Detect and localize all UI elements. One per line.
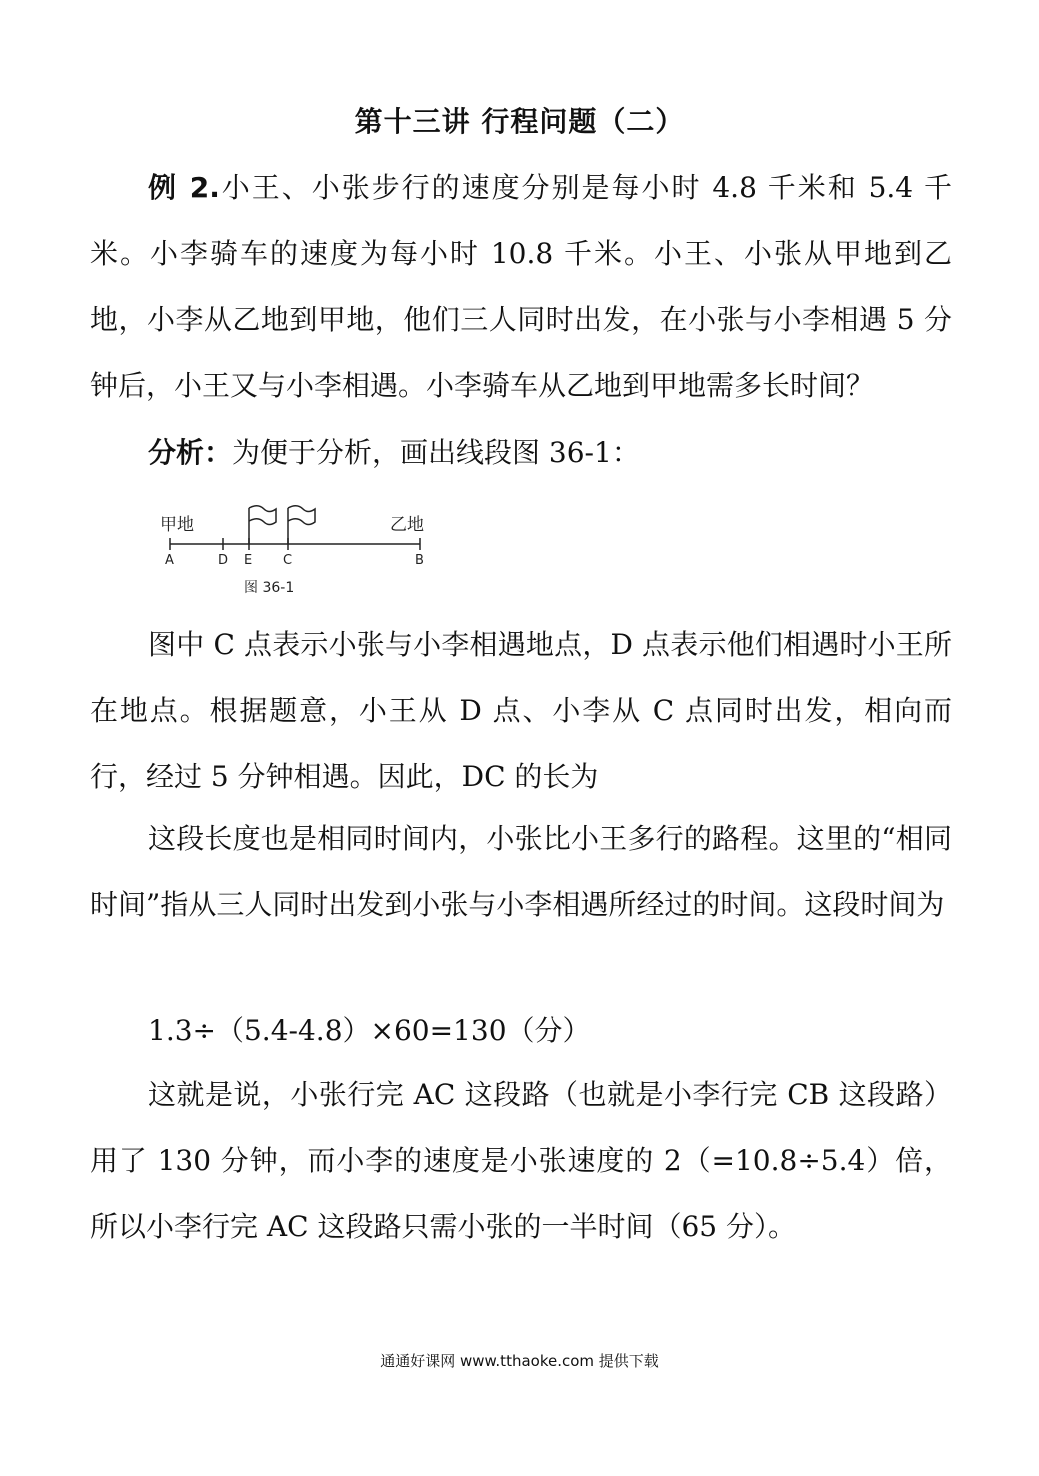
example-text: 小王、小张步行的速度分别是每小时 4.8 千米和 5.4 千米。小李骑车的速度为每小时 10.8 千米。小王、小张从甲地到乙地，小李从乙地到甲地，他们三人同时出发，在小张与小李相遇 5 分钟后，小王又与小李相遇。小李骑车从乙地到甲地需多长时间？ <box>90 171 952 402</box>
body-paragraph: 这就是说，小张行完 AC 这段路（也就是小李行完 CB 这段路）用了 130 分钟，而小李的速度是小张速度的 2（=10.8÷5.4）倍，所以小李行完 AC 这段路只需小张的一半时间（65 分）。 <box>90 1078 952 1243</box>
point-label-a: A <box>165 553 174 568</box>
point-label-b: B <box>415 553 424 568</box>
example-paragraph <box>90 155 952 419</box>
right-place-label: 乙地 <box>390 515 424 535</box>
point-label-d: D <box>218 553 229 568</box>
analysis-label: 分析： <box>148 436 233 469</box>
point-label-c: C <box>283 553 293 568</box>
flag-e-icon <box>249 506 276 544</box>
left-place-label: 甲地 <box>160 515 194 535</box>
example-label: 例 2. <box>148 171 220 204</box>
page-title: 第十三讲 行程问题（二） <box>354 105 685 138</box>
diagram-caption: 图 36-1 <box>244 580 295 596</box>
point-label-e: E <box>244 553 253 568</box>
analysis-paragraph <box>90 420 952 486</box>
analysis-text: 为便于分析，画出线段图 36-1： <box>232 436 640 469</box>
flag-c-icon <box>288 506 315 544</box>
footer-text: 通通好课网 www.tthaoke.com 提供下载 <box>380 1352 659 1370</box>
body-paragraph: 图中 C 点表示小张与小李相遇地点，D 点表示他们相遇时小王所在地点。根据题意，小王从 D 点、小李从 C 点同时出发，相向而行，经过 5 分钟相遇。因此，DC 的长为 <box>90 628 952 793</box>
line-segment-diagram <box>150 500 450 610</box>
formula-line: 1.3÷（5.4-4.8）×60=130（分） <box>148 1014 591 1047</box>
body-paragraph: 这段长度也是相同时间内，小张比小王多行的路程。这里的“相同时间”指从三人同时出发到小张与小李相遇所经过的时间。这段时间为 <box>90 822 952 921</box>
